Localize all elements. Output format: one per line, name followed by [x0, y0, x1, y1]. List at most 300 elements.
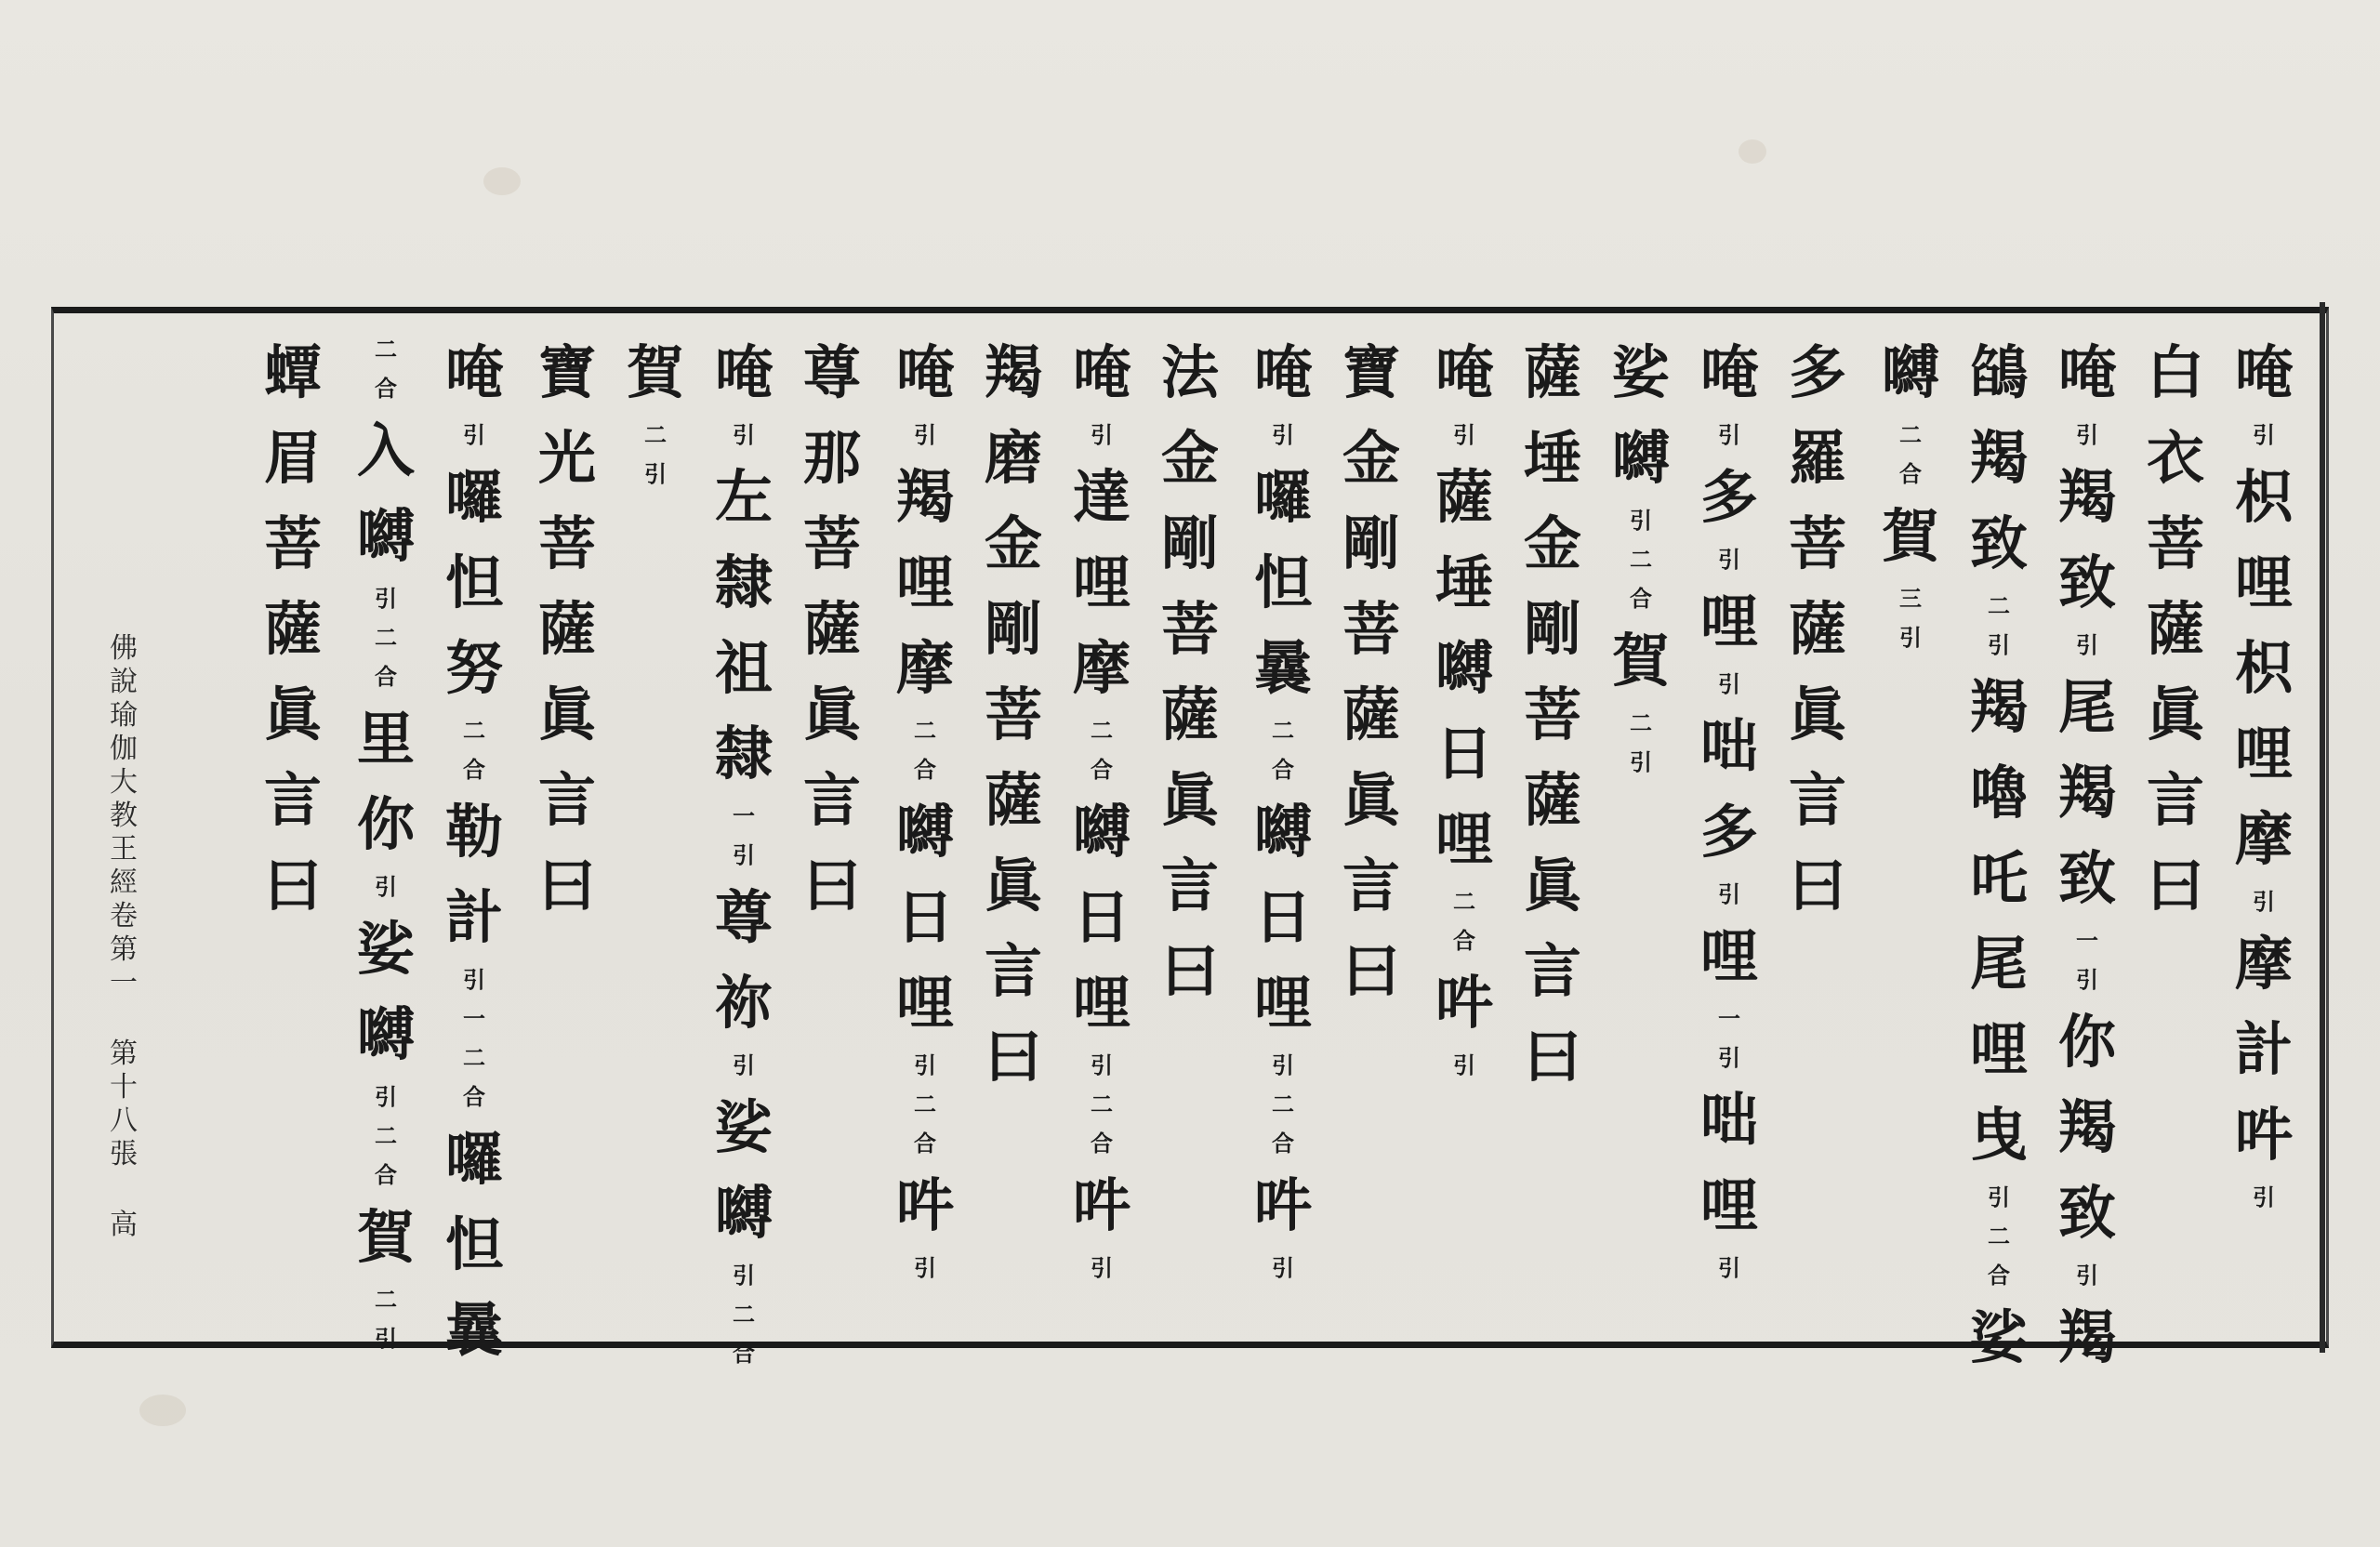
text-char	[1073, 330, 1130, 416]
text-char	[1073, 960, 1130, 1046]
annotation-char	[1899, 416, 1922, 494]
text-char	[445, 455, 503, 540]
margin-glyph: 佛	[110, 632, 138, 665]
text-char	[264, 587, 322, 672]
text-glyph: 菩	[1523, 681, 1581, 748]
text-glyph: 唵	[895, 338, 954, 406]
text-glyph: 哩	[895, 549, 954, 616]
text-char	[896, 875, 954, 960]
text-glyph: 曰	[263, 852, 322, 919]
annotation-char	[375, 1078, 397, 1195]
text-char	[985, 587, 1042, 672]
text-char	[803, 758, 861, 843]
annotation-char	[1091, 1046, 1113, 1163]
text-glyph: 曰	[1160, 937, 1219, 1005]
text-char	[715, 711, 773, 797]
text-char	[1970, 1007, 2028, 1092]
text-char	[264, 330, 322, 416]
annotation-glyph: 二	[463, 1044, 485, 1071]
margin-page-number	[110, 1038, 138, 1171]
annotation-glyph: 合	[914, 1130, 936, 1157]
annotation-glyph: 引	[375, 1083, 397, 1110]
text-column	[888, 330, 962, 1288]
text-glyph: 哩	[1072, 969, 1130, 1037]
text-glyph: 吽	[1435, 969, 1493, 1037]
text-glyph: 吽	[2234, 1101, 2293, 1169]
text-char	[2235, 626, 2293, 711]
annotation-char	[1453, 416, 1475, 455]
annotation-glyph: 引	[1718, 546, 1740, 573]
text-char	[445, 540, 503, 626]
text-glyph: 摩	[1072, 634, 1130, 702]
text-char	[1789, 672, 1846, 758]
text-char	[445, 789, 503, 875]
annotation-glyph: 二	[733, 1301, 755, 1328]
annotation-glyph: 引	[2076, 1262, 2098, 1289]
annotation-glyph: 合	[1899, 460, 1922, 487]
text-glyph: 眞	[802, 681, 861, 748]
text-char	[896, 1163, 954, 1249]
text-char	[1524, 672, 1581, 758]
text-glyph: 眞	[1788, 681, 1846, 748]
text-char	[1435, 797, 1493, 882]
text-char	[1161, 843, 1219, 929]
text-column	[256, 330, 330, 929]
text-glyph: 吽	[895, 1171, 954, 1239]
text-char	[538, 758, 596, 843]
annotation-glyph: 一	[733, 802, 755, 829]
text-char	[1073, 455, 1130, 540]
annotation-glyph: 引	[2253, 888, 2275, 915]
text-glyph: 羅	[1788, 424, 1846, 492]
text-glyph: 達	[1072, 463, 1130, 531]
annotation-char	[733, 1256, 755, 1373]
text-glyph: 那	[802, 424, 861, 492]
text-char	[803, 587, 861, 672]
annotation-char	[914, 1046, 936, 1163]
annotation-char	[733, 1046, 755, 1085]
text-glyph: 法	[1160, 338, 1219, 406]
annotation-char	[375, 867, 397, 906]
text-glyph: 羯	[895, 463, 954, 531]
text-char	[2147, 587, 2204, 672]
text-glyph: 唵	[1072, 338, 1130, 406]
text-column	[1604, 330, 1678, 782]
text-char	[1073, 875, 1130, 960]
text-glyph: 哩	[1969, 1015, 2028, 1083]
annotation-char	[1718, 416, 1740, 455]
text-char	[803, 330, 861, 416]
annotation-char	[2253, 882, 2275, 921]
text-column	[618, 330, 693, 494]
text-glyph: 吒	[1969, 844, 2028, 912]
text-glyph: 嚩	[356, 502, 415, 570]
annotation-glyph: 引	[1718, 1044, 1740, 1071]
text-char	[357, 408, 415, 494]
text-glyph: 枳	[2234, 634, 2293, 702]
annotation-char	[1630, 501, 1652, 618]
text-char	[1254, 455, 1312, 540]
annotation-glyph: 引	[1718, 1254, 1740, 1281]
text-char	[1161, 758, 1219, 843]
annotation-glyph: 一	[463, 1005, 485, 1032]
text-glyph: 眞	[984, 852, 1042, 919]
annotation-glyph: 引	[733, 1262, 755, 1289]
annotation-char	[1630, 704, 1652, 782]
text-char	[1435, 455, 1493, 540]
text-char	[357, 1195, 415, 1280]
text-char	[2058, 665, 2116, 750]
text-char	[357, 494, 415, 579]
text-glyph: 娑	[1969, 1303, 2028, 1371]
text-glyph: 努	[444, 634, 503, 702]
annotation-glyph: 引	[1899, 624, 1922, 651]
text-char	[985, 1014, 1042, 1100]
text-char	[1700, 1163, 1758, 1249]
text-glyph: 言	[1160, 852, 1219, 919]
text-glyph: 囉	[444, 1125, 503, 1193]
annotation-glyph: 引	[1091, 1254, 1113, 1281]
text-char	[1342, 501, 1400, 587]
text-glyph: 枳	[2234, 463, 2293, 531]
text-char	[1254, 789, 1312, 875]
text-char	[445, 330, 503, 416]
annotation-char	[914, 1249, 936, 1288]
text-char	[1342, 416, 1400, 501]
annotation-glyph: 二	[1272, 717, 1294, 744]
text-char	[1882, 330, 1939, 416]
text-char	[803, 672, 861, 758]
text-glyph: 賀	[626, 338, 684, 406]
annotation-glyph: 引	[463, 421, 485, 448]
text-glyph: 哩	[1699, 1171, 1758, 1239]
text-char	[2235, 540, 2293, 626]
text-glyph: 菩	[1342, 595, 1400, 663]
text-glyph: 嚩	[1881, 338, 1939, 406]
annotation-glyph: 引	[1988, 631, 2010, 658]
text-char	[1342, 330, 1400, 416]
text-glyph: 金	[1523, 509, 1581, 577]
text-char	[715, 875, 773, 960]
text-column	[1064, 330, 1139, 1288]
text-char	[1342, 672, 1400, 758]
text-glyph: 致	[1969, 509, 2028, 577]
annotation-char	[1718, 999, 1740, 1078]
annotation-char	[733, 416, 755, 455]
annotation-char	[1272, 416, 1294, 455]
text-char	[1073, 789, 1130, 875]
text-char	[896, 960, 954, 1046]
text-char	[445, 1117, 503, 1202]
text-glyph: 哩	[895, 969, 954, 1037]
text-glyph: 言	[802, 766, 861, 834]
text-glyph: 咄	[1699, 1086, 1758, 1154]
annotation-glyph: 二	[375, 1286, 397, 1313]
text-glyph: 致	[2057, 549, 2116, 616]
text-char	[538, 843, 596, 929]
text-char	[896, 455, 954, 540]
text-glyph: 薩	[1523, 338, 1581, 406]
text-char	[1524, 501, 1581, 587]
margin-glyph: 伽	[110, 733, 138, 765]
annotation-glyph: 引	[1718, 670, 1740, 697]
text-char	[715, 1170, 773, 1256]
text-char	[264, 843, 322, 929]
annotation-char	[1091, 1249, 1113, 1288]
annotation-char	[733, 797, 755, 875]
annotation-glyph: 合	[1453, 927, 1475, 954]
text-glyph: 嚩	[714, 1179, 773, 1247]
text-glyph: 尊	[802, 338, 861, 406]
annotation-glyph: 二	[463, 717, 485, 744]
text-char	[1254, 960, 1312, 1046]
text-char	[715, 330, 773, 416]
annotation-glyph: 引	[914, 421, 936, 448]
text-char	[1700, 579, 1758, 665]
annotation-char	[2076, 921, 2098, 999]
text-glyph: 薩	[1160, 681, 1219, 748]
text-glyph: 曩	[444, 1296, 503, 1364]
annotation-glyph: 引	[733, 421, 755, 448]
text-char	[1700, 789, 1758, 875]
annotation-glyph: 二	[1630, 709, 1652, 736]
text-char	[2147, 330, 2204, 416]
text-glyph: 羯	[2057, 1093, 2116, 1161]
text-glyph: 羯	[1969, 424, 2028, 492]
text-char	[1700, 1078, 1758, 1163]
text-char	[1612, 330, 1670, 416]
text-char	[2235, 921, 2293, 1007]
text-char	[896, 789, 954, 875]
annotation-glyph: 引	[1272, 421, 1294, 448]
text-glyph: 唵	[1435, 338, 1493, 406]
annotation-glyph: 引	[733, 841, 755, 868]
text-glyph: 日	[1072, 883, 1130, 951]
text-glyph: 羯	[2057, 759, 2116, 826]
text-char	[985, 758, 1042, 843]
text-char	[1161, 330, 1219, 416]
text-column	[2138, 330, 2213, 929]
annotation-glyph: 引	[1453, 421, 1475, 448]
annotation-glyph: 合	[914, 756, 936, 783]
annotation-glyph: 引	[1630, 748, 1652, 775]
text-glyph: 埵	[1523, 424, 1581, 492]
text-char	[1161, 501, 1219, 587]
annotation-glyph: 引	[1718, 421, 1740, 448]
text-glyph: 哩	[1435, 805, 1493, 873]
annotation-glyph: 合	[375, 1161, 397, 1188]
text-char	[2058, 999, 2116, 1085]
annotation-char	[463, 960, 485, 1117]
text-glyph: 菩	[537, 509, 596, 577]
text-glyph: 曩	[1253, 634, 1312, 702]
text-char	[896, 626, 954, 711]
text-char	[715, 540, 773, 626]
text-char	[538, 672, 596, 758]
text-glyph: 光	[537, 424, 596, 492]
text-char	[1524, 929, 1581, 1014]
text-char	[357, 782, 415, 867]
text-char	[985, 330, 1042, 416]
text-glyph: 日	[895, 883, 954, 951]
text-char	[715, 1085, 773, 1170]
text-char	[2058, 330, 2116, 416]
text-column	[1515, 330, 1590, 1100]
text-char	[2147, 416, 2204, 501]
text-column	[1962, 330, 2036, 1381]
annotation-char	[2076, 626, 2098, 665]
text-glyph: 言	[2146, 766, 2204, 834]
annotation-glyph: 二	[1899, 421, 1922, 448]
text-glyph: 入	[356, 416, 415, 484]
text-char	[1970, 501, 2028, 587]
text-char	[1524, 587, 1581, 672]
annotation-glyph: 二	[1630, 546, 1652, 573]
text-glyph: 言	[1523, 937, 1581, 1005]
annotation-glyph: 合	[463, 1083, 485, 1110]
text-glyph: 哩	[1072, 549, 1130, 616]
text-glyph: 磨	[984, 424, 1042, 492]
text-column	[1692, 330, 1766, 1288]
text-glyph: 嚩	[1253, 798, 1312, 866]
text-char	[357, 906, 415, 992]
annotation-glyph: 引	[375, 1325, 397, 1352]
margin-glyph: 第	[110, 1038, 138, 1070]
text-char	[985, 672, 1042, 758]
annotation-char	[1718, 665, 1740, 704]
text-glyph: 曰	[984, 1023, 1042, 1091]
annotation-char	[644, 416, 667, 494]
annotation-glyph: 一	[2076, 927, 2098, 954]
text-char	[2058, 1085, 2116, 1170]
text-glyph: 嚩	[1072, 798, 1130, 866]
text-char	[538, 330, 596, 416]
text-glyph: 剛	[1342, 509, 1400, 577]
text-glyph: 計	[2234, 1015, 2293, 1083]
text-char	[2235, 455, 2293, 540]
text-glyph: 致	[2057, 1179, 2116, 1247]
text-glyph: 致	[2057, 844, 2116, 912]
text-char	[1700, 914, 1758, 999]
text-glyph: 隸	[714, 549, 773, 616]
text-glyph: 祖	[714, 634, 773, 702]
text-char	[1612, 416, 1670, 501]
annotation-glyph: 引	[2076, 421, 2098, 448]
annotation-glyph: 引	[1453, 1051, 1475, 1078]
text-glyph: 言	[1788, 766, 1846, 834]
text-char	[2235, 797, 2293, 882]
annotation-char	[1988, 587, 2010, 665]
text-glyph: 薩	[1523, 766, 1581, 834]
text-column	[530, 330, 604, 929]
annotation-glyph: 二	[1091, 717, 1113, 744]
text-column	[349, 330, 423, 1358]
text-char	[985, 416, 1042, 501]
text-glyph: 你	[2057, 1008, 2116, 1076]
text-char	[1524, 416, 1581, 501]
frame-right-edge	[2320, 302, 2325, 1353]
text-char	[1161, 672, 1219, 758]
text-glyph: 咄	[1699, 712, 1758, 780]
text-char	[1970, 921, 2028, 1007]
text-column	[437, 330, 511, 1373]
annotation-glyph: 合	[1630, 585, 1652, 612]
text-glyph: 菩	[802, 509, 861, 577]
text-glyph: 金	[984, 509, 1042, 577]
text-glyph: 曰	[802, 852, 861, 919]
annotation-glyph: 引	[1091, 1051, 1113, 1078]
text-char	[1161, 416, 1219, 501]
text-char	[1970, 750, 2028, 836]
text-char	[715, 960, 773, 1046]
text-glyph: 哩	[1699, 922, 1758, 990]
text-char	[2147, 758, 2204, 843]
text-glyph: 怛	[1253, 549, 1312, 616]
text-char	[2235, 330, 2293, 416]
text-glyph: 唵	[444, 338, 503, 406]
text-char	[2235, 711, 2293, 797]
annotation-glyph: 引	[1091, 421, 1113, 448]
annotation-glyph: 合	[463, 756, 485, 783]
text-glyph: 哩	[1253, 969, 1312, 1037]
annotation-char	[375, 579, 397, 696]
text-glyph: 薩	[1435, 463, 1493, 531]
text-glyph: 剛	[984, 595, 1042, 663]
text-glyph: 唵	[1253, 338, 1312, 406]
text-char	[1435, 540, 1493, 626]
text-glyph: 多	[1699, 463, 1758, 531]
text-char	[1789, 843, 1846, 929]
text-char	[445, 626, 503, 711]
text-char	[264, 758, 322, 843]
text-char	[445, 1288, 503, 1373]
text-char	[1342, 758, 1400, 843]
text-glyph: 曳	[1969, 1101, 2028, 1169]
annotation-char	[1091, 416, 1113, 455]
annotation-char	[2253, 1178, 2275, 1217]
text-glyph: 白	[2146, 338, 2204, 406]
text-glyph: 摩	[2234, 930, 2293, 998]
text-char	[1342, 587, 1400, 672]
margin-glyph: 張	[110, 1138, 138, 1170]
annotation-char	[463, 416, 485, 455]
text-char	[538, 416, 596, 501]
text-glyph: 金	[1160, 424, 1219, 492]
margin-glyph: 一	[110, 967, 138, 999]
text-glyph: 言	[263, 766, 322, 834]
annotation-glyph: 合	[375, 663, 397, 690]
text-char	[445, 1202, 503, 1288]
text-glyph: 羯	[2057, 463, 2116, 531]
text-glyph: 菩	[1160, 595, 1219, 663]
text-glyph: 勒	[444, 798, 503, 866]
margin-glyph: 經	[110, 866, 138, 899]
text-glyph: 眉	[263, 424, 322, 492]
annotation-glyph: 合	[1091, 1130, 1113, 1157]
margin-glyph: 第	[110, 933, 138, 966]
text-glyph: 尾	[1969, 930, 2028, 998]
margin-glyph: 高	[110, 1209, 138, 1241]
text-char	[1700, 704, 1758, 789]
text-glyph: 薩	[537, 595, 596, 663]
text-char	[1254, 540, 1312, 626]
text-glyph: 鵮	[1969, 338, 2028, 406]
text-glyph: 嚩	[895, 798, 954, 866]
text-char	[1524, 843, 1581, 929]
text-char	[2147, 843, 2204, 929]
text-glyph: 言	[1342, 852, 1400, 919]
text-char	[538, 587, 596, 672]
